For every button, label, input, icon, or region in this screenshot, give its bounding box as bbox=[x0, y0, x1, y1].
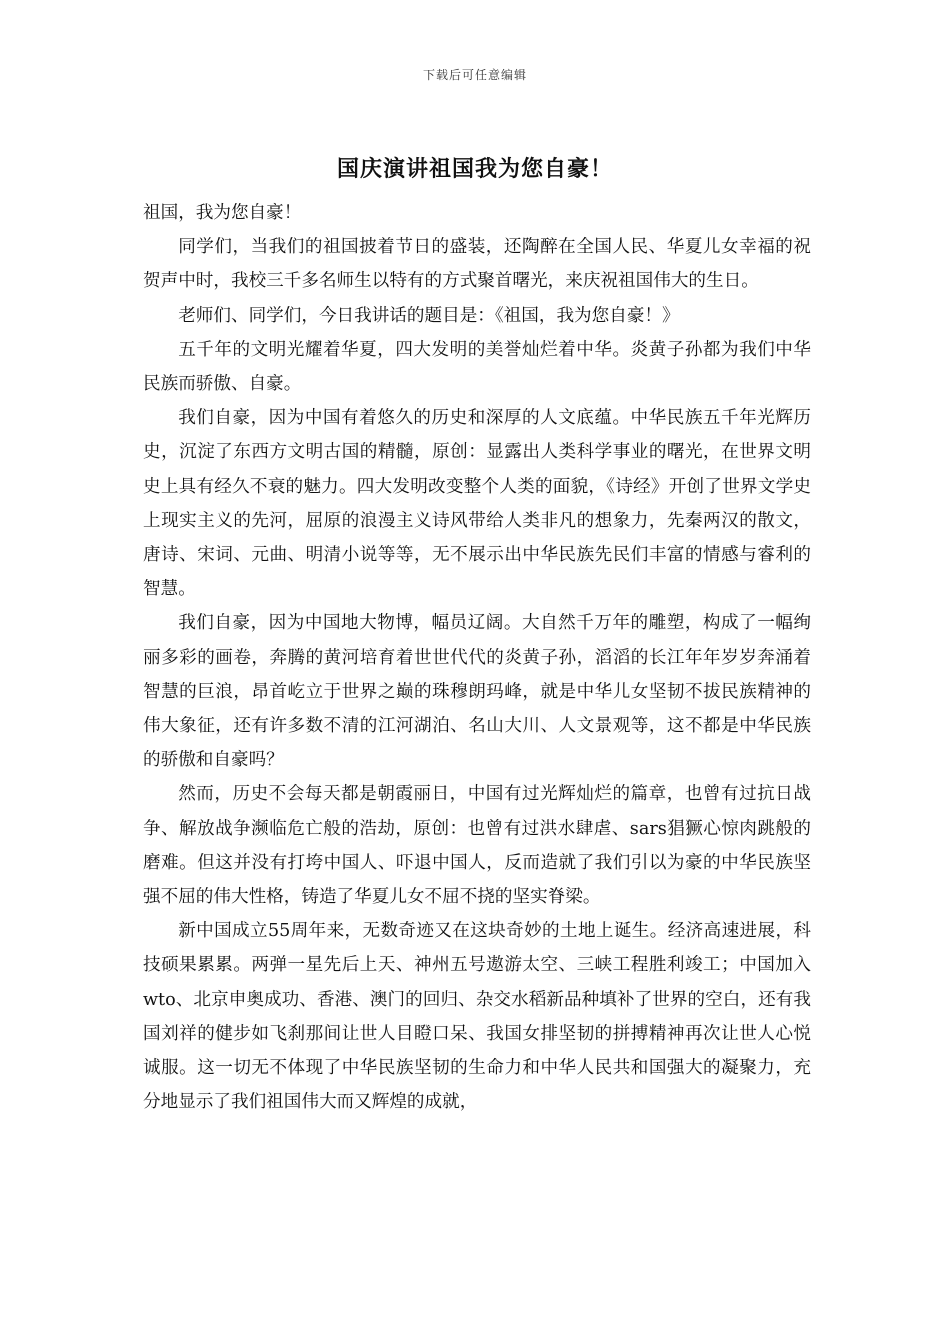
paragraph: 五千年的文明光耀着华夏，四大发明的美誉灿烂着中华。炎黄子孙都为我们中华民族而骄傲、自豪。 bbox=[143, 339, 811, 395]
paragraph: 然而，历史不会每天都是朝霞丽日，中国有过光辉灿烂的篇章，也曾有过抗日战争、解放战争濒临危亡般的浩劫，原创：也曾有过洪水肆虐、sars猖獗心惊肉跳般的磨难。但这并没有打垮中国人、吓退中国人，反而造就了我们引以为豪的中华民族坚强不屈的伟大性格，铸造了华夏儿女不屈不挠的坚实脊梁。 bbox=[143, 784, 811, 908]
salutation-paragraph: 祖国，我为您自豪！ bbox=[143, 203, 302, 223]
body-text bbox=[143, 196, 811, 1119]
paragraph: 同学们，当我们的祖国披着节日的盛装，还陶醉在全国人民、华夏儿女幸福的祝贺声中时，我校三千多名师生以特有的方式聚首曙光，来庆祝祖国伟大的生日。 bbox=[143, 237, 811, 292]
paragraph: 我们自豪，因为中国有着悠久的历史和深厚的人文底蕴。中华民族五千年光辉历史，沉淀了东西方文明古国的精髓，原创：显露出人类科学事业的曙光，在世界文明史上具有经久不衰的魅力。四大发明改变整个人类的面貌，《诗经》开创了世界文学史上现实主义的先河，屈原的浪漫主义诗风带给人类非凡的想象力，先秦两汉的散文，唐诗、宋词、元曲、明清小说等等，无不展示出中华民族先民们丰富的情感与睿利的智慧。 bbox=[143, 408, 811, 600]
paragraph: 老师们、同学们，今日我讲话的题目是：《祖国，我为您自豪！》 bbox=[178, 305, 680, 326]
paragraph: 新中国成立55周年来，无数奇迹又在这块奇妙的土地上诞生。经济高速进展，科技硕果累累。两弹一星先后上天、神州五号遨游太空、三峡工程胜利竣工；中国加入wto、北京申奥成功、香港、澳门的回归、杂交水稻新品种填补了世界的空白，还有我国刘祥的健步如飞刹那间让世人目瞪口呆、我国女排坚韧的拼搏精神再次让世人心悦诚服。这一切无不体现了中华民族坚韧的生命力和中华人民共和国强大的凝聚力，充分地显示了我们祖国伟大而又辉煌的成就， bbox=[143, 921, 811, 1113]
page-title: 国庆演讲祖国我为您自豪！ bbox=[336, 157, 613, 182]
paragraph: 我们自豪，因为中国地大物博，幅员辽阔。大自然千万年的雕塑，构成了一幅绚丽多彩的画卷，奔腾的黄河培育着世世代代的炎黄子孙，滔滔的长江年年岁岁奔涌着智慧的巨浪，昂首屹立于世界之巅的珠穆朗玛峰，就是中华儿女坚韧不拔民族精神的伟大象征，还有许多数不清的江河湖泊、名山大川、人文景观等，这不都是中华民族的骄傲和自豪吗？ bbox=[143, 613, 811, 771]
header-note: 下载后可任意编辑 bbox=[422, 68, 527, 82]
